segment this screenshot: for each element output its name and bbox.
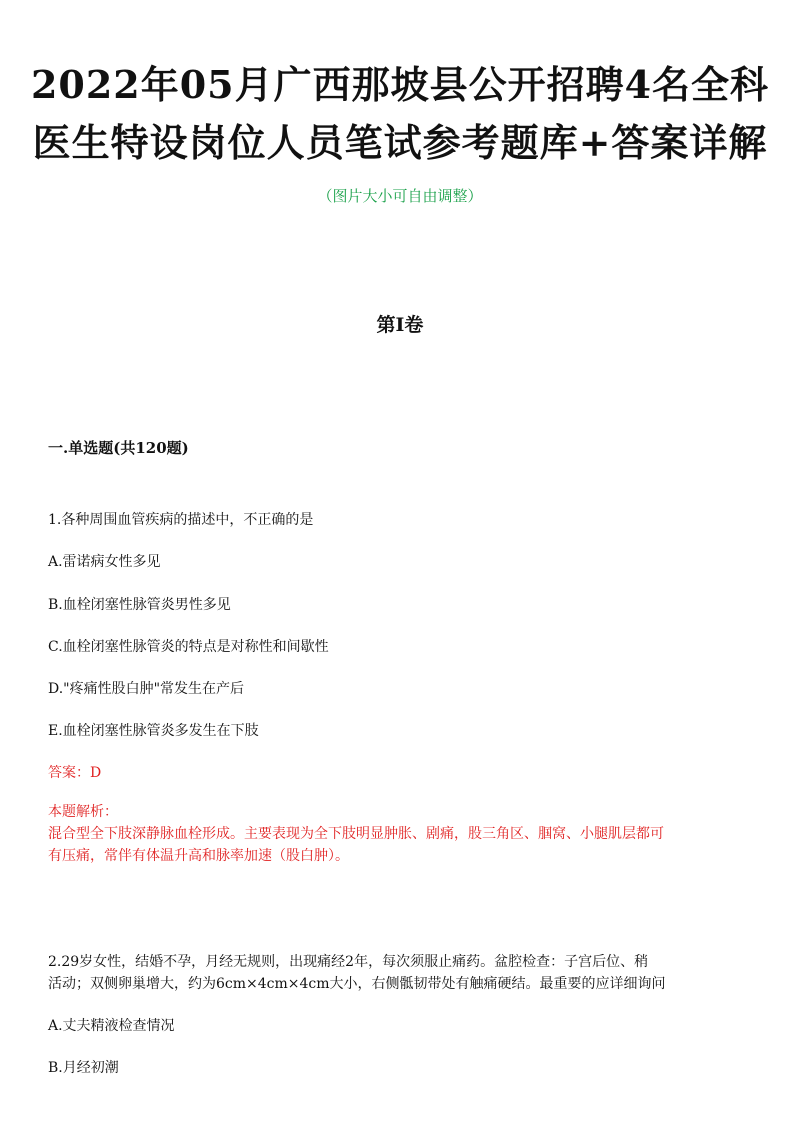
question-1-option-d: D."疼痛性股白肿"常发生在产后 (48, 681, 245, 697)
document-title-line-1: 2022年05月广西那坡县公开招聘4名全科 (30, 62, 770, 107)
document-title-line-2: 医生特设岗位人员笔试参考题库+答案详解 (32, 120, 768, 165)
question-1-option-b: B.血栓闭塞性脉管炎男性多见 (48, 597, 231, 613)
question-1-analysis-label: 本题解析： (48, 804, 118, 820)
question-1-stem: 1.各种周围血管疾病的描述中，不正确的是 (48, 512, 314, 528)
question-1-analysis-line-2: 有压痛，常伴有体温升高和脉率加速（股白肿）。 (48, 848, 349, 864)
question-2-option-b: B.月经初潮 (48, 1060, 119, 1076)
question-1-analysis-line-1: 混合型全下肢深静脉血栓形成。主要表现为全下肢明显肿胀、剧痛，股三角区、腘窝、小腿肌层都可 (48, 826, 664, 842)
question-1-option-e: E.血栓闭塞性脉管炎多发生在下肢 (48, 723, 259, 739)
question-2-option-a: A.丈夫精液检查情况 (48, 1018, 175, 1034)
question-1-answer: 答案：D (48, 765, 102, 781)
section-heading: 一.单选题(共120题) (48, 439, 189, 457)
question-1-option-c: C.血栓闭塞性脉管炎的特点是对称性和间歇性 (48, 639, 329, 655)
question-2-stem-line-2: 活动；双侧卵巢增大，约为6cm×4cm×4cm大小，右侧骶韧带处有触痛硬结。最重要的应详细询问 (48, 976, 666, 992)
document-subtitle: （图片大小可自由调整） (317, 187, 483, 205)
question-1-option-a: A.雷诺病女性多见 (48, 554, 161, 570)
volume-heading: 第I卷 (376, 314, 424, 336)
question-2-stem-line-1: 2.29岁女性，结婚不孕，月经无规则，出现痛经2年，每次须服止痛药。盆腔检查：子宫后位、稍 (48, 954, 649, 970)
